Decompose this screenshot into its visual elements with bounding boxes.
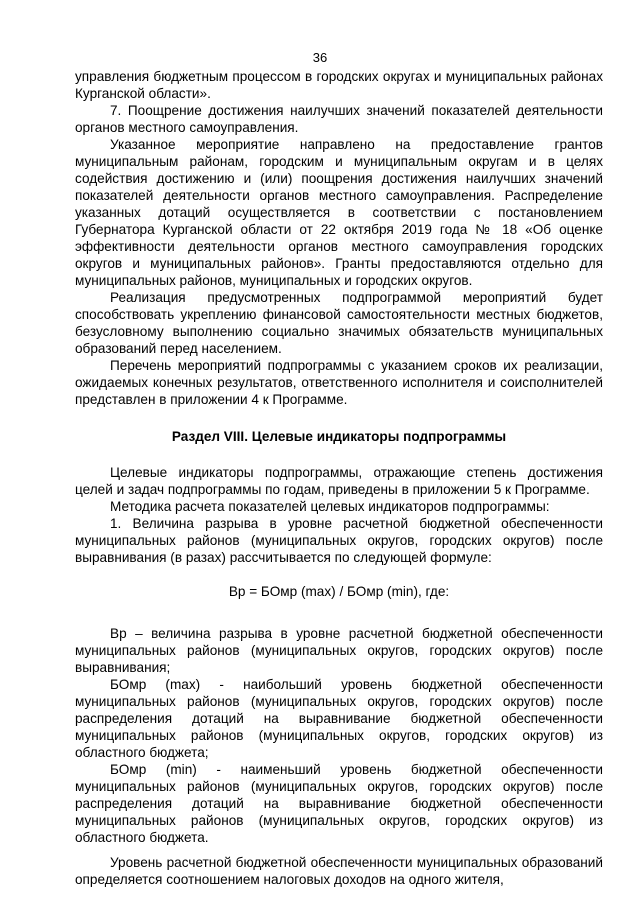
document-body xyxy=(75,68,603,888)
paragraph-target-indicators: Целевые индикаторы подпрограммы, отражающие степень достижения целей и задач подпрограммы по годам, приведены в приложении 5 к Программе. xyxy=(75,465,603,497)
page-number: 36 xyxy=(312,50,328,65)
paragraph-methodology: Методика расчета показателей целевых индикаторов подпрограммы: xyxy=(110,499,550,514)
paragraph-gap-value: 1. Величина разрыва в уровне расчетной бюджетной обеспеченности муниципальных районов (муниципальных округов, городских округов) после выравнивания (в разах) рассчитывается по следующей формуле: xyxy=(75,516,603,565)
definition-bomr-min: БОмр (min) - наименьший уровень бюджетной обеспеченности муниципальных районов (муниципальных округов, городских округов) после распределения дотаций на выравнивание бюджетной обеспеченности муниципальных районов (муниципальных округов, городских округов) из областного бюджета. xyxy=(75,762,603,845)
definition-bomr-max: БОмр (max) - наибольший уровень бюджетной обеспеченности муниципальных районов (муниципальных округов, городских округов) после распределения дотаций на выравнивание бюджетной обеспеченности муниципальных районов (муниципальных округов, городских округов) из областного бюджета; xyxy=(75,677,603,760)
paragraph-fiscal-capacity: Уровень расчетной бюджетной обеспеченности муниципальных образований определяется соотношением налоговых доходов на одного жителя, xyxy=(75,855,603,887)
definition-vr: Вр – величина разрыва в уровне расчетной бюджетной обеспеченности муниципальных районов (муниципальных округов, городских округов) после выравнивания; xyxy=(75,626,603,675)
paragraph-measures-list: Перечень мероприятий подпрограммы с указанием сроков их реализации, ожидаемых конечных результатов, ответственного исполнителя и соисполнителей представлен в приложении 4 к Программе. xyxy=(75,358,603,407)
paragraph-implementation: Реализация предусмотренных подпрограммой мероприятий будет способствовать укреплению финансовой самостоятельности местных бюджетов, безусловному выполнению социально значимых обязательств муниципальных образований перед населением. xyxy=(75,290,603,356)
section-title: Раздел VIII. Целевые индикаторы подпрограммы xyxy=(171,429,507,444)
formula: Вр = БОмр (max) / БОмр (min), где: xyxy=(228,584,450,599)
paragraph-continuation: управления бюджетным процессом в городских округах и муниципальных районах Курганской области». xyxy=(75,69,603,101)
paragraph-item-7: 7. Поощрение достижения наилучших значений показателей деятельности органов местного самоуправления. xyxy=(75,103,603,135)
paragraph-measure-description: Указанное мероприятие направлено на предоставление грантов муниципальным районам, городским и муниципальным округам и в целях содействия достижению и (или) поощрения достижения наилучших значений показателей деятельности органов местного самоуправления. Распределение указанных дотаций осуществляется в соответствии с постановлением Губернатора Курганской области от 22 октября 2019 года № 18 «Об оценке эффективности деятельности органов местного самоуправления городских округов и муниципальных районов». Гранты предоставляются отдельно для муниципальных районов, муниципальных и городских округов. xyxy=(75,137,603,288)
